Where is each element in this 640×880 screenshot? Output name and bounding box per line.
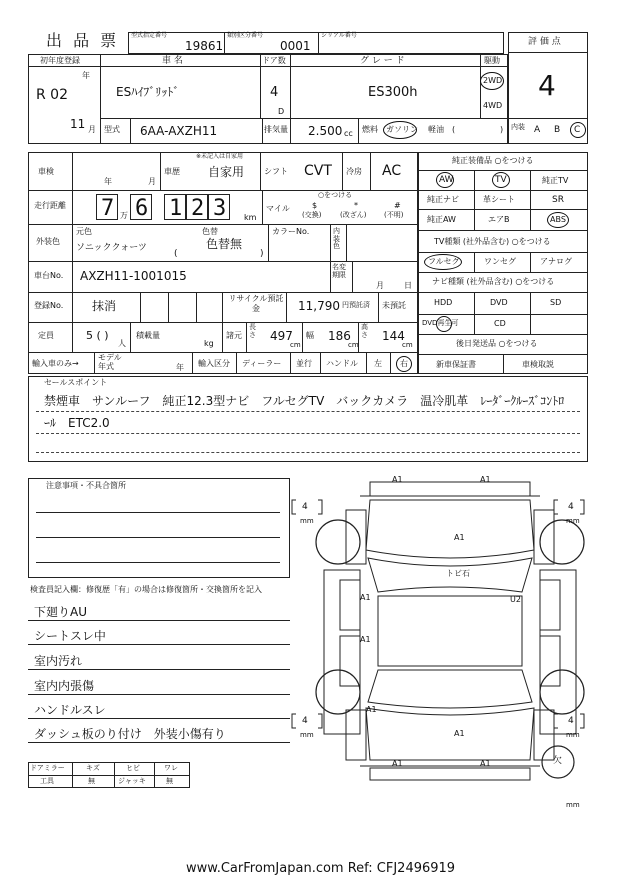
usage-label: 車歴: [164, 167, 180, 176]
chassis-label: 車台No.: [34, 271, 64, 280]
mileage-digit: 1: [169, 196, 183, 221]
serial-label: シリアル番号: [321, 32, 357, 39]
reg-no-value: 抹消: [92, 299, 117, 313]
interior-color-label: 内装色: [333, 227, 340, 251]
sales-block: [28, 376, 588, 462]
width-value: 186: [328, 329, 351, 343]
caution-box: [28, 478, 290, 578]
mile-unit: マイル: [266, 204, 290, 213]
mark-left-rear-door: A1: [360, 635, 371, 644]
mark-trunk: A1: [454, 729, 465, 738]
car-name-label: 車 名: [162, 56, 183, 66]
grade-value: ES300h: [368, 85, 418, 100]
grade-label: グ レ ー ド: [360, 56, 405, 66]
tire-depth-fr: 4: [568, 502, 574, 512]
tire-depth-rl: 4: [302, 716, 308, 726]
mileage-digit: 6: [135, 196, 149, 221]
fuel-selected-circle: [383, 121, 417, 139]
displacement-label: 排気量: [264, 125, 288, 134]
mark-windshield: トビ石: [446, 569, 470, 578]
mark-rear-bumper-right: A1: [480, 759, 491, 768]
mark-hood: A1: [454, 533, 465, 542]
drive-label: 駆動: [484, 56, 500, 65]
mark-rear-bumper-left: A1: [392, 759, 403, 768]
navi-header: ナビ種類 (社外品含む) ○をつける: [432, 277, 555, 286]
mark-right-front-door: U2: [510, 595, 521, 604]
recycle-label: リサイクル預託金: [228, 294, 284, 313]
mark-left-quarter: A1: [366, 705, 377, 714]
tv-header: TV種類 (社外品含む) ○をつける: [434, 237, 551, 246]
sheet-title: 出 品 票: [46, 31, 120, 50]
note-line: 下廻りAU: [34, 605, 87, 619]
shift-value: CVT: [304, 163, 332, 179]
displacement-value: 2.500: [308, 124, 343, 138]
mark-front-bumper-right: A1: [480, 475, 491, 484]
first-reg-label: 初年度登録: [40, 56, 80, 65]
type-cert-value: 19861: [185, 39, 224, 53]
tire-depth-rr: 4: [568, 716, 574, 726]
reg-no-label: 登録No.: [34, 301, 64, 310]
color-label: 外装色: [36, 237, 60, 246]
height-value: 144: [382, 329, 405, 343]
chassis-value: AXZH11-1001015: [80, 269, 187, 283]
dvd-play-circle: [436, 316, 452, 332]
footer-ref: www.CarFromJapan.com Ref: CFJ2496919: [186, 861, 456, 876]
dims-label: 諸元: [226, 331, 242, 340]
note-line: ダッシュ板のり付け 外装小傷有り: [34, 727, 226, 741]
sales-line-2: ｰﾙ ETC2.0: [44, 416, 110, 430]
model-value: 6AA-AXZH11: [140, 124, 218, 138]
first-reg-era: R 02: [36, 87, 68, 103]
orig-color-value: ソニッククォーツ: [76, 243, 147, 253]
category-label: 類別区分番号: [227, 32, 264, 39]
rating-label: 評 価 点: [528, 37, 561, 47]
note-line: 室内内張傷: [34, 679, 95, 693]
note-line: シートスレ中: [34, 629, 106, 643]
doors-label: ドア数: [262, 56, 286, 65]
drive-2wd: 2WD: [483, 76, 503, 85]
note-line: 室内汚れ: [34, 654, 83, 668]
interior-selected-circle: [570, 122, 586, 138]
rating-value: 4: [538, 69, 556, 102]
capacity-value: 5 ( ): [86, 329, 109, 342]
length-value: 497: [270, 329, 293, 343]
model-label: 型式: [104, 125, 120, 134]
capacity-label: 定員: [38, 331, 54, 340]
docs-header: 後日発送品 ○をつける: [456, 339, 538, 348]
mileage-digit: 3: [213, 196, 227, 221]
category-value: 0001: [280, 39, 311, 53]
inspector-label: 検査員記入欄：修復歴「有」の場合は修復箇所・交換箇所を記入: [30, 585, 262, 594]
mark-left-front-door: A1: [360, 593, 371, 602]
tv-circle: [492, 172, 510, 188]
sales-label: セールスポイント: [44, 378, 108, 387]
interior-label: 内装: [511, 123, 525, 131]
mileage-label: 走行距離: [34, 201, 66, 210]
caution-label: 注意事項・不具合箇所: [46, 481, 126, 490]
mark-front-bumper-left: A1: [392, 475, 403, 484]
recycle-value: 11,790: [298, 299, 340, 313]
mileage-digit: 7: [101, 196, 115, 221]
fullseg-circle: [424, 254, 462, 270]
color-change-value: 色替無: [206, 237, 243, 251]
color-number-label: カラーNo.: [272, 227, 310, 236]
tire-depth-fl: 4: [302, 502, 308, 512]
ac-label: 冷房: [346, 167, 362, 176]
shift-label: シフト: [264, 167, 288, 176]
doors-value: 4: [270, 85, 279, 100]
inspection-label: 車検: [38, 167, 54, 176]
usage-value: 自家用: [208, 165, 245, 179]
type-cert-label: 型式指定番号: [131, 32, 168, 39]
aw-circle: [436, 172, 454, 188]
load-label: 積載量: [136, 331, 160, 340]
first-reg-month: 11: [70, 117, 86, 131]
ac-value: AC: [382, 163, 402, 179]
mileage-digit: 2: [191, 196, 205, 221]
note-line: ハンドルスレ: [34, 703, 106, 717]
missing-mark: 欠: [553, 756, 563, 766]
drive-4wd: 4WD: [483, 101, 503, 110]
handle-right-circle: [396, 356, 412, 372]
light-oil-label: 軽油: [428, 125, 444, 134]
fuel-label: 燃料: [362, 125, 378, 134]
equipment-header: 純正装備品 ○をつける: [452, 156, 534, 165]
car-name-value: ESﾊｲﾌﾞﾘｯﾄﾞ: [116, 85, 180, 99]
sales-line-1: 禁煙車 サンルーフ 純正12.3型ナビ フルセグTV バックカメラ 温冷肌革 ﾚｰﾀﾞｰｸﾙｰｽﾞｺﾝﾄﾛ: [44, 394, 565, 408]
abs-circle: [547, 212, 569, 228]
name-change-label: 名変期限: [332, 263, 346, 279]
fuel-value: ガソリン: [386, 125, 418, 134]
import-label: 輸入車のみ→: [32, 359, 79, 368]
